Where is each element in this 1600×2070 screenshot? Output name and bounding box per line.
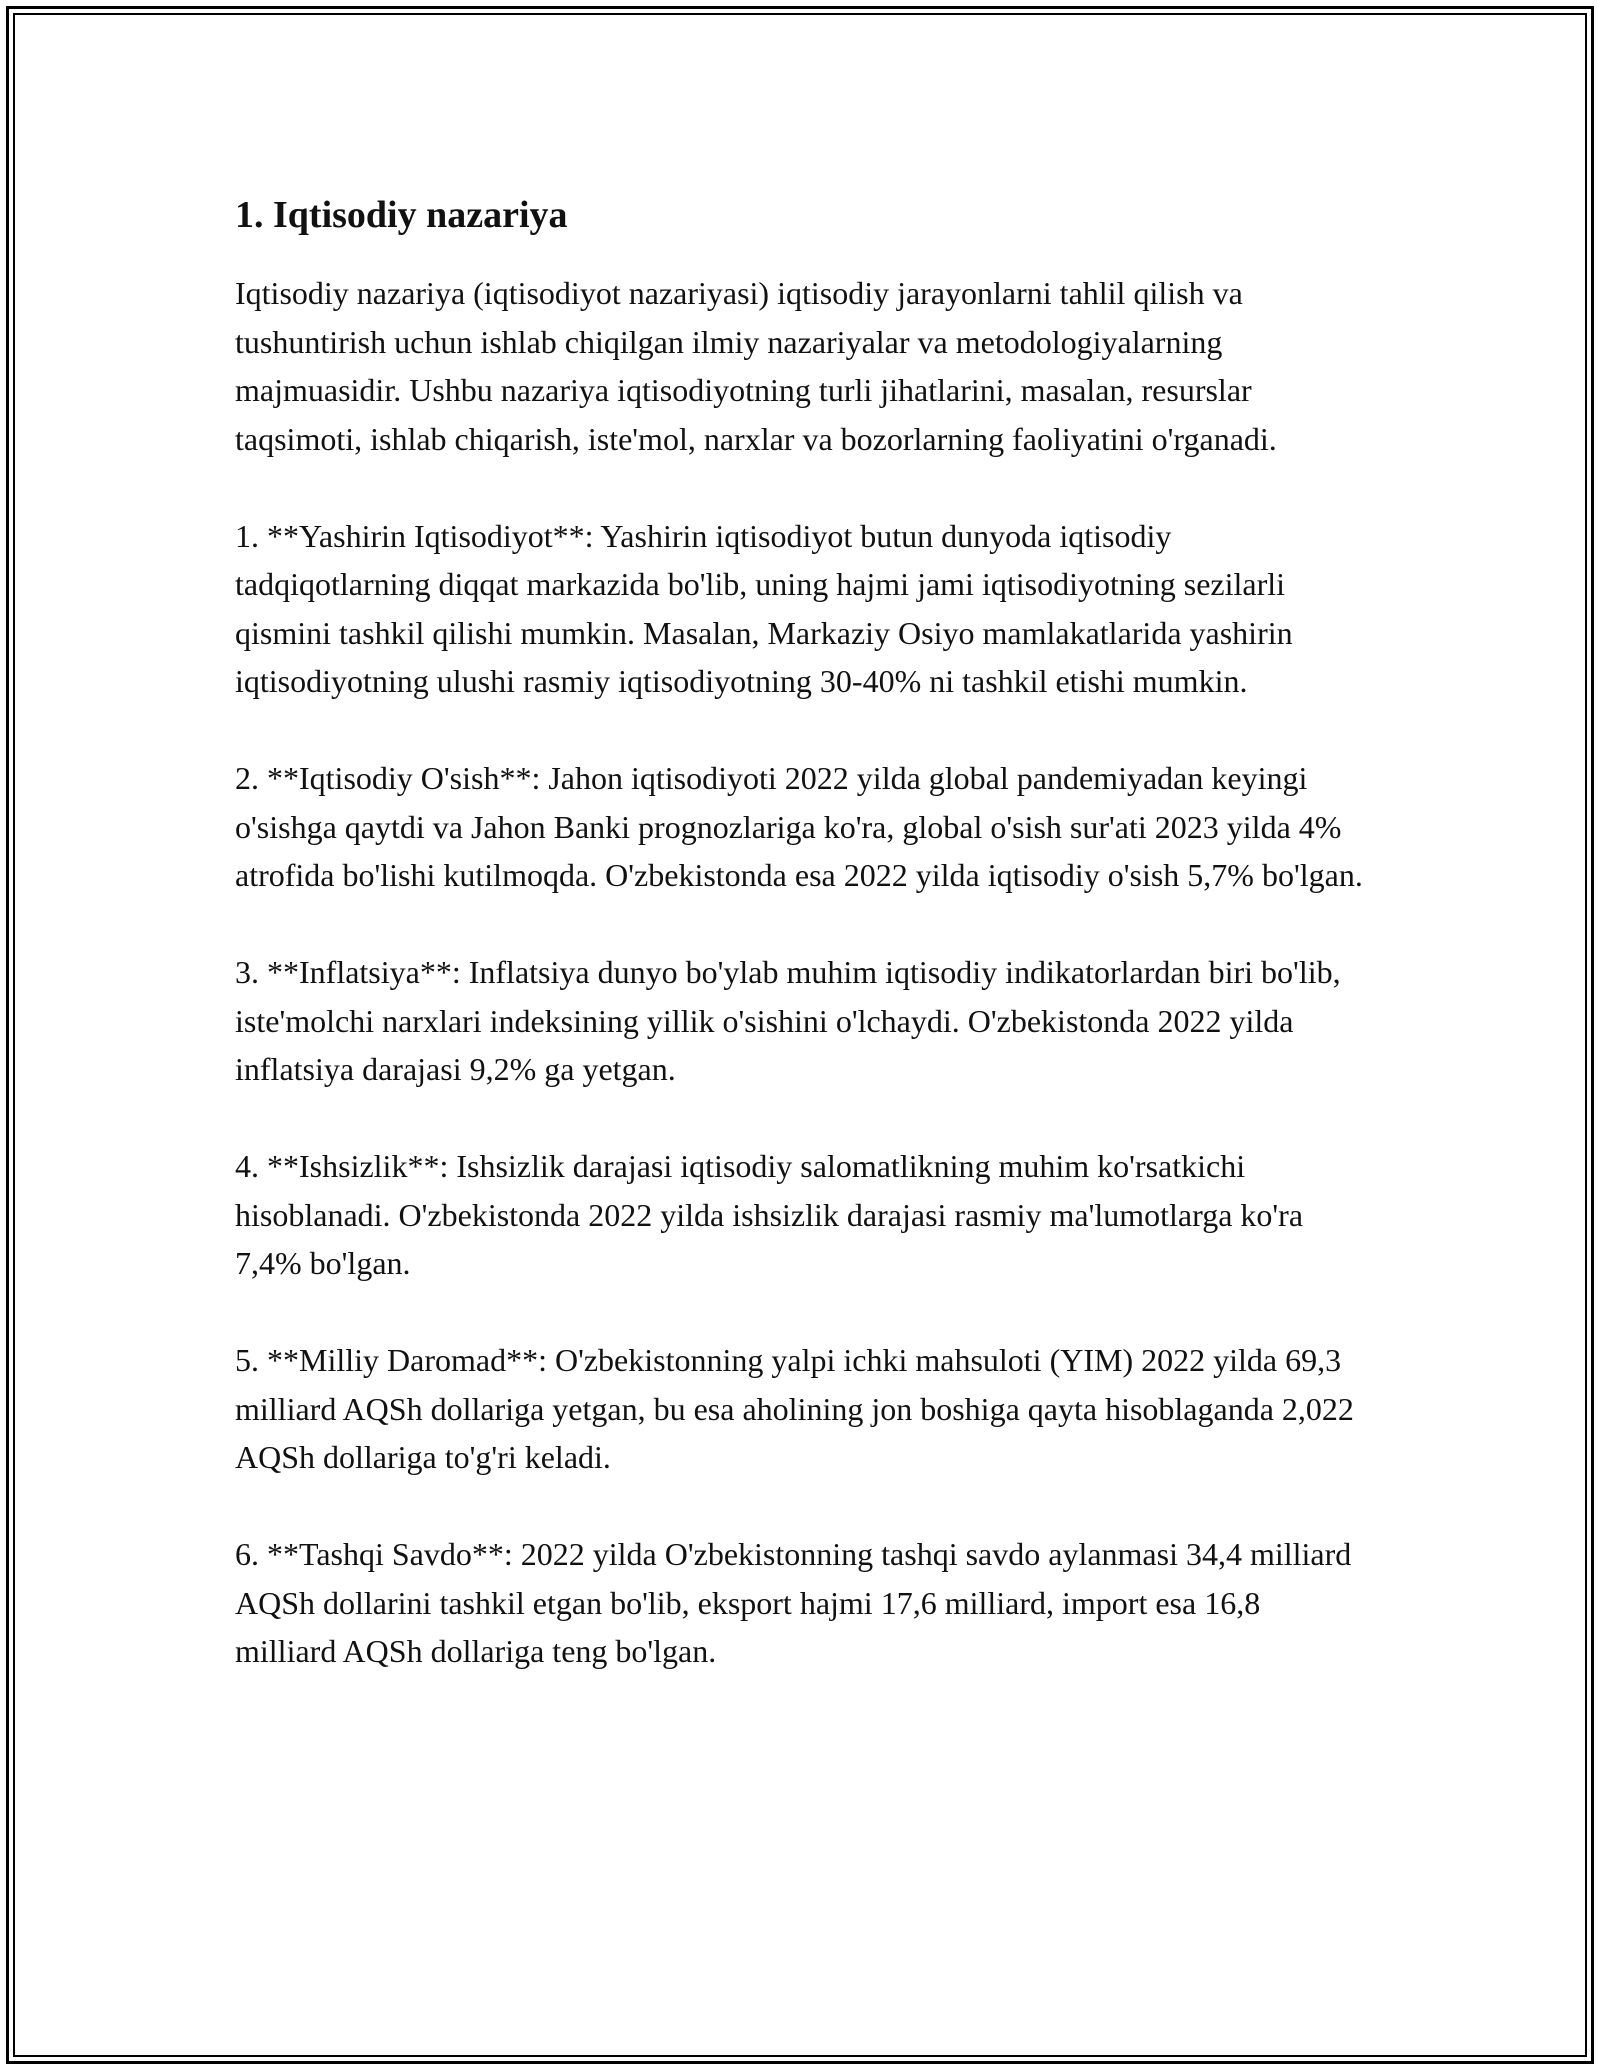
list-item-inflation: 3. **Inflatsiya**: Inflatsiya dunyo bo'ylab muhim iqtisodiy indikatorlardan biri bo'lib, iste'molchi narxlari indeksining yillik o'sishini o'lchaydi. O'zbekistonda 2022 yilda inflatsiya darajasi 9,2% ga yetgan. [235, 954, 1341, 1087]
list-item-hidden-economy: 1. **Yashirin Iqtisodiyot**: Yashirin iqtisodiyot butun dunyoda iqtisodiy tadqiqotlarning diqqat markazida bo'lib, uning hajmi jami iqtisodiyotning sezilarli qismini tashkil qilishi mumkin. Masalan, Markaziy Osiyo mamlakatlarida yashirin iqtisodiyotning ulushi rasmiy iqtisodiyotning 30-40% ni tashkil etishi mumkin. [235, 517, 1293, 699]
list-item-national-income: 5. **Milliy Daromad**: O'zbekistonning yalpi ichki mahsuloti (YIM) 2022 yilda 69,3 milliard AQSh dollariga yetgan, bu esa aholining jon boshiga qayta hisoblaganda 2,022 AQSh dollariga to'g'ri keladi. [235, 1342, 1354, 1475]
document-body [235, 185, 1365, 1724]
list-item-economic-growth: 2. **Iqtisodiy O'sish**: Jahon iqtisodiyoti 2022 yilda global pandemiyadan keyingi o'sishga qaytdi va Jahon Banki prognozlariga ko'ra, global o'sish sur'ati 2023 yilda 4% atrofida bo'lishi kutilmoqda. O'zbekistonda esa 2022 yilda iqtisodiy o'sish 5,7% bo'lgan. [235, 760, 1363, 893]
list-item-unemployment: 4. **Ishsizlik**: Ishsizlik darajasi iqtisodiy salomatlikning muhim ko'rsatkichi hisoblanadi. O'zbekistonda 2022 yilda ishsizlik darajasi rasmiy ma'lumotlarga ko'ra 7,4% bo'lgan. [235, 1148, 1304, 1281]
list-item-foreign-trade: 6. **Tashqi Savdo**: 2022 yilda O'zbekistonning tashqi savdo aylanmasi 34,4 milliard AQSh dollarini tashkil etgan bo'lib, eksport hajmi 17,6 milliard, import esa 16,8 milliard AQSh dollariga teng bo'lgan. [235, 1536, 1352, 1669]
document-title: 1. Iqtisodiy nazariya [235, 194, 568, 236]
intro-paragraph: Iqtisodiy nazariya (iqtisodiyot nazariyasi) iqtisodiy jarayonlarni tahlil qilish va tushuntirish uchun ishlab chiqilgan ilmiy nazariyalar va metodologiyalarning majmuasidir. Ushbu nazariya iqtisodiyotning turli jihatlarini, masalan, resurslar taqsimoti, ishlab chiqarish, iste'mol, narxlar va bozorlarning faoliyatini o'rganadi. [235, 275, 1277, 457]
